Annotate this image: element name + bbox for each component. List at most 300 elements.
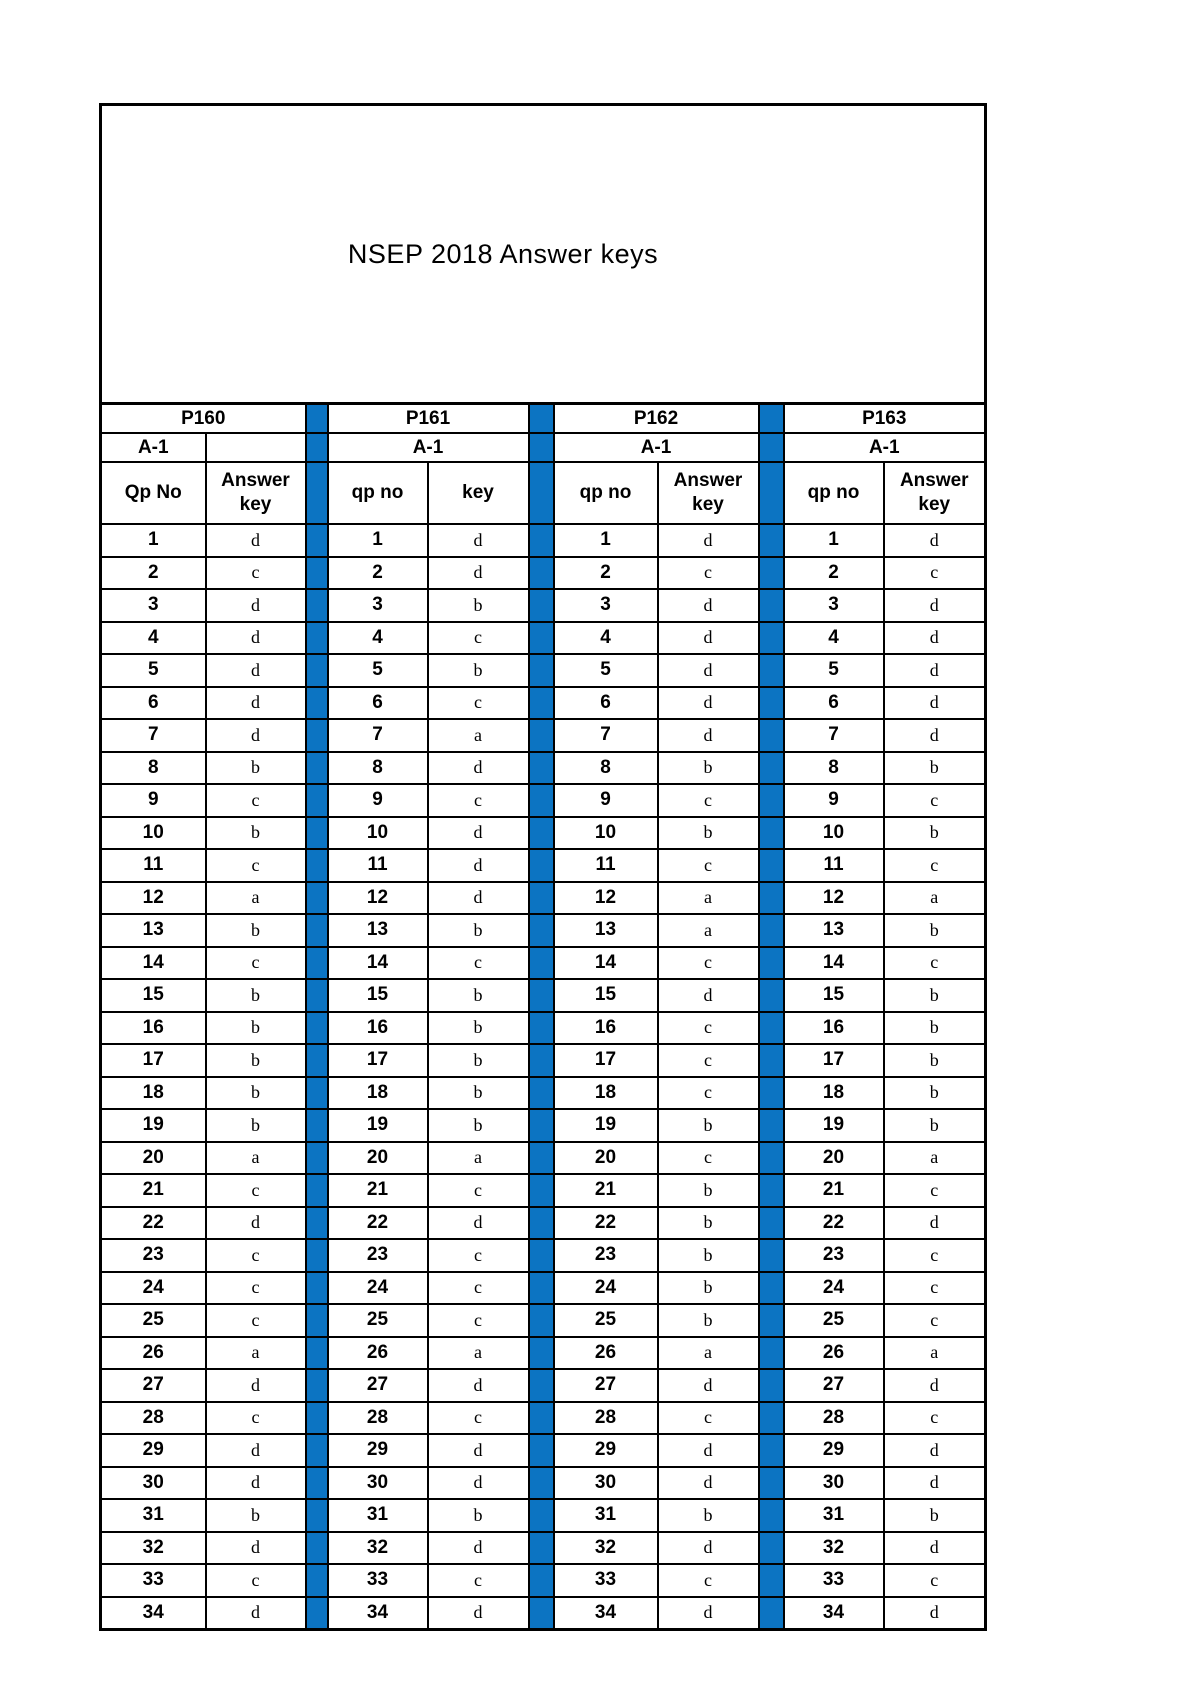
- qp-number-p162: 16: [554, 1012, 658, 1045]
- divider-cell: [759, 752, 784, 785]
- answer-key-p160: c: [206, 1239, 306, 1272]
- answer-key-p163: c: [884, 1304, 986, 1337]
- divider-cell: [759, 979, 784, 1012]
- divider-cell: [306, 752, 328, 785]
- answer-key-p161: c: [428, 784, 529, 817]
- qp-number-p163: 21: [784, 1174, 884, 1207]
- divider-cell: [759, 849, 784, 882]
- qp-number-p160: 29: [101, 1434, 206, 1467]
- answer-key-p163: c: [884, 557, 986, 590]
- bank-header-p163: P163: [784, 404, 986, 434]
- qp-number-p162: 31: [554, 1499, 658, 1532]
- answer-row: [101, 849, 986, 882]
- answer-key-p161: d: [428, 1369, 529, 1402]
- divider-cell: [529, 1337, 554, 1370]
- qp-number-p160: 32: [101, 1532, 206, 1565]
- answer-key-p163: b: [884, 914, 986, 947]
- answer-key-p163: c: [884, 1174, 986, 1207]
- answer-table-body: [101, 524, 986, 1630]
- qp-number-p162: 27: [554, 1369, 658, 1402]
- divider-cell: [759, 1564, 784, 1597]
- qp-number-p160: 6: [101, 687, 206, 720]
- answer-row: [101, 817, 986, 850]
- answer-row: [101, 589, 986, 622]
- answer-key-p160: b: [206, 979, 306, 1012]
- answer-row: [101, 719, 986, 752]
- bank-header-row: [101, 404, 986, 434]
- divider-cell: [759, 1272, 784, 1305]
- answer-key-p162: d: [658, 654, 759, 687]
- answer-row: [101, 687, 986, 720]
- qp-number-p162: 7: [554, 719, 658, 752]
- divider-cell: [306, 1109, 328, 1142]
- divider-cell: [306, 817, 328, 850]
- answer-row: [101, 947, 986, 980]
- answer-key-p162: b: [658, 1109, 759, 1142]
- qp-number-p162: 11: [554, 849, 658, 882]
- divider-cell: [759, 557, 784, 590]
- answer-key-p163: b: [884, 1077, 986, 1110]
- qp-number-p161: 28: [328, 1402, 428, 1435]
- divider-cell: [529, 1564, 554, 1597]
- col-header-key-p161: key: [428, 462, 529, 524]
- qp-number-p162: 4: [554, 622, 658, 655]
- answer-key-p160: b: [206, 1499, 306, 1532]
- qp-number-p162: 33: [554, 1564, 658, 1597]
- answer-key-p162: c: [658, 849, 759, 882]
- answer-key-p161: a: [428, 1142, 529, 1175]
- qp-number-p163: 6: [784, 687, 884, 720]
- divider-cell: [529, 882, 554, 915]
- qp-number-p162: 24: [554, 1272, 658, 1305]
- divider-cell: [306, 1564, 328, 1597]
- divider-cell: [759, 687, 784, 720]
- answer-row: [101, 1239, 986, 1272]
- divider-cell: [529, 524, 554, 557]
- divider-cell: [759, 1109, 784, 1142]
- set-label-p161: A-1: [328, 433, 529, 462]
- qp-number-p163: 3: [784, 589, 884, 622]
- answer-key-p160: c: [206, 1402, 306, 1435]
- qp-number-p161: 30: [328, 1467, 428, 1500]
- qp-number-p160: 27: [101, 1369, 206, 1402]
- divider-cell: [529, 1207, 554, 1240]
- divider-cell: [306, 849, 328, 882]
- divider-cell: [759, 622, 784, 655]
- answer-key-p160: c: [206, 849, 306, 882]
- answer-key-p163: b: [884, 1044, 986, 1077]
- qp-number-p161: 7: [328, 719, 428, 752]
- answer-key-p160: d: [206, 589, 306, 622]
- divider-cell: [306, 1142, 328, 1175]
- answer-key-p163: d: [884, 622, 986, 655]
- answer-key-p160: a: [206, 882, 306, 915]
- answer-key-p163: c: [884, 1402, 986, 1435]
- answer-key-p161: b: [428, 914, 529, 947]
- qp-number-p163: 12: [784, 882, 884, 915]
- qp-number-p160: 4: [101, 622, 206, 655]
- qp-number-p163: 4: [784, 622, 884, 655]
- answer-key-p163: d: [884, 687, 986, 720]
- bank-header-p162: P162: [554, 404, 759, 434]
- divider-cell: [529, 1109, 554, 1142]
- divider-cell: [306, 462, 328, 524]
- document-title: [101, 105, 986, 404]
- qp-number-p162: 34: [554, 1597, 658, 1630]
- answer-key-p162: d: [658, 1597, 759, 1630]
- divider-cell: [759, 1304, 784, 1337]
- qp-number-p163: 13: [784, 914, 884, 947]
- qp-number-p160: 16: [101, 1012, 206, 1045]
- set-label-p163: A-1: [784, 433, 986, 462]
- answer-key-p162: b: [658, 1272, 759, 1305]
- answer-key-p162: c: [658, 1142, 759, 1175]
- qp-number-p162: 13: [554, 914, 658, 947]
- answer-key-p163: b: [884, 817, 986, 850]
- qp-number-p160: 30: [101, 1467, 206, 1500]
- qp-number-p161: 15: [328, 979, 428, 1012]
- qp-number-p163: 14: [784, 947, 884, 980]
- answer-key-p163: d: [884, 654, 986, 687]
- divider-cell: [529, 947, 554, 980]
- divider-cell: [306, 1239, 328, 1272]
- answer-key-p163: c: [884, 947, 986, 980]
- qp-number-p162: 8: [554, 752, 658, 785]
- qp-number-p160: 8: [101, 752, 206, 785]
- answer-key-p160: d: [206, 1597, 306, 1630]
- qp-number-p161: 12: [328, 882, 428, 915]
- qp-number-p161: 13: [328, 914, 428, 947]
- answer-key-p162: c: [658, 1077, 759, 1110]
- qp-number-p160: 15: [101, 979, 206, 1012]
- answer-key-p161: d: [428, 752, 529, 785]
- divider-cell: [306, 1012, 328, 1045]
- divider-cell: [306, 1304, 328, 1337]
- divider-cell: [306, 1337, 328, 1370]
- qp-number-p160: 1: [101, 524, 206, 557]
- set-row: [101, 433, 986, 462]
- divider-cell: [529, 1467, 554, 1500]
- qp-number-p163: 20: [784, 1142, 884, 1175]
- qp-number-p160: 20: [101, 1142, 206, 1175]
- divider-cell: [306, 979, 328, 1012]
- qp-number-p161: 3: [328, 589, 428, 622]
- answer-row: [101, 1272, 986, 1305]
- qp-number-p161: 25: [328, 1304, 428, 1337]
- divider-cell: [306, 1532, 328, 1565]
- answer-key-p161: b: [428, 1499, 529, 1532]
- divider-cell: [529, 1369, 554, 1402]
- divider-cell: [306, 433, 328, 462]
- answer-key-p161: b: [428, 654, 529, 687]
- divider-cell: [306, 947, 328, 980]
- divider-cell: [759, 462, 784, 524]
- answer-key-p162: c: [658, 1402, 759, 1435]
- divider-cell: [759, 433, 784, 462]
- qp-number-p163: 29: [784, 1434, 884, 1467]
- divider-cell: [529, 1142, 554, 1175]
- divider-cell: [759, 1337, 784, 1370]
- qp-number-p162: 14: [554, 947, 658, 980]
- qp-number-p160: 33: [101, 1564, 206, 1597]
- qp-number-p163: 1: [784, 524, 884, 557]
- answer-key-p162: b: [658, 817, 759, 850]
- divider-cell: [759, 1369, 784, 1402]
- qp-number-p163: 26: [784, 1337, 884, 1370]
- qp-number-p161: 11: [328, 849, 428, 882]
- answer-key-table: [99, 103, 987, 1631]
- answer-row: [101, 1434, 986, 1467]
- divider-cell: [759, 882, 784, 915]
- answer-key-p163: a: [884, 1337, 986, 1370]
- answer-row: [101, 1499, 986, 1532]
- divider-cell: [759, 1597, 784, 1630]
- qp-number-p160: 34: [101, 1597, 206, 1630]
- qp-number-p160: 9: [101, 784, 206, 817]
- divider-cell: [529, 1597, 554, 1630]
- qp-number-p162: 15: [554, 979, 658, 1012]
- qp-number-p161: 9: [328, 784, 428, 817]
- divider-cell: [759, 784, 784, 817]
- answer-row: [101, 524, 986, 557]
- answer-key-p163: d: [884, 1597, 986, 1630]
- qp-number-p161: 16: [328, 1012, 428, 1045]
- divider-cell: [529, 719, 554, 752]
- answer-key-p160: c: [206, 1304, 306, 1337]
- qp-number-p163: 9: [784, 784, 884, 817]
- qp-number-p160: 11: [101, 849, 206, 882]
- divider-cell: [529, 1012, 554, 1045]
- qp-number-p161: 4: [328, 622, 428, 655]
- divider-cell: [306, 1174, 328, 1207]
- qp-number-p160: 14: [101, 947, 206, 980]
- qp-number-p163: 34: [784, 1597, 884, 1630]
- answer-key-p163: d: [884, 719, 986, 752]
- answer-key-p160: d: [206, 654, 306, 687]
- answer-key-p161: b: [428, 1109, 529, 1142]
- divider-cell: [759, 1142, 784, 1175]
- answer-row: [101, 1304, 986, 1337]
- answer-key-p163: c: [884, 849, 986, 882]
- divider-cell: [306, 654, 328, 687]
- divider-cell: [529, 1077, 554, 1110]
- qp-number-p161: 21: [328, 1174, 428, 1207]
- divider-cell: [306, 1077, 328, 1110]
- divider-cell: [306, 589, 328, 622]
- qp-number-p162: 18: [554, 1077, 658, 1110]
- qp-number-p162: 25: [554, 1304, 658, 1337]
- qp-number-p161: 27: [328, 1369, 428, 1402]
- answer-key-p160: a: [206, 1142, 306, 1175]
- answer-key-p162: b: [658, 752, 759, 785]
- divider-cell: [529, 817, 554, 850]
- col-header-key-p163: Answer key: [884, 462, 986, 524]
- col-header-key-p162: Answer key: [658, 462, 759, 524]
- divider-cell: [759, 1044, 784, 1077]
- answer-key-p161: c: [428, 1174, 529, 1207]
- col-header-qpno-p160: Qp No: [101, 462, 206, 524]
- answer-key-p160: b: [206, 1012, 306, 1045]
- qp-number-p162: 6: [554, 687, 658, 720]
- answer-key-p162: d: [658, 1532, 759, 1565]
- answer-key-p163: d: [884, 1369, 986, 1402]
- answer-key-p162: c: [658, 1564, 759, 1597]
- answer-row: [101, 1337, 986, 1370]
- qp-number-p160: 26: [101, 1337, 206, 1370]
- answer-key-p162: d: [658, 1369, 759, 1402]
- answer-row: [101, 654, 986, 687]
- answer-key-p161: b: [428, 589, 529, 622]
- answer-key-p162: d: [658, 1434, 759, 1467]
- answer-key-p160: b: [206, 1077, 306, 1110]
- qp-number-p160: 22: [101, 1207, 206, 1240]
- answer-key-p163: d: [884, 1207, 986, 1240]
- divider-cell: [529, 1174, 554, 1207]
- qp-number-p163: 10: [784, 817, 884, 850]
- answer-row: [101, 1402, 986, 1435]
- answer-key-p161: d: [428, 1467, 529, 1500]
- divider-cell: [759, 1434, 784, 1467]
- qp-number-p161: 31: [328, 1499, 428, 1532]
- qp-number-p163: 7: [784, 719, 884, 752]
- divider-cell: [529, 1532, 554, 1565]
- answer-key-p161: a: [428, 1337, 529, 1370]
- qp-number-p161: 14: [328, 947, 428, 980]
- answer-key-p162: c: [658, 784, 759, 817]
- divider-cell: [759, 1239, 784, 1272]
- answer-row: [101, 1077, 986, 1110]
- answer-key-p162: d: [658, 687, 759, 720]
- qp-number-p163: 31: [784, 1499, 884, 1532]
- qp-number-p160: 31: [101, 1499, 206, 1532]
- divider-cell: [306, 687, 328, 720]
- qp-number-p162: 9: [554, 784, 658, 817]
- answer-key-p163: a: [884, 1142, 986, 1175]
- answer-key-p160: b: [206, 752, 306, 785]
- answer-key-p163: b: [884, 979, 986, 1012]
- divider-cell: [529, 1499, 554, 1532]
- qp-number-p162: 10: [554, 817, 658, 850]
- qp-number-p161: 8: [328, 752, 428, 785]
- qp-number-p163: 22: [784, 1207, 884, 1240]
- answer-key-p161: d: [428, 882, 529, 915]
- divider-cell: [529, 914, 554, 947]
- answer-key-p161: c: [428, 687, 529, 720]
- answer-key-p163: b: [884, 1012, 986, 1045]
- divider-cell: [759, 589, 784, 622]
- answer-key-p160: d: [206, 687, 306, 720]
- divider-cell: [529, 752, 554, 785]
- qp-number-p161: 24: [328, 1272, 428, 1305]
- qp-number-p162: 1: [554, 524, 658, 557]
- column-header-row: [101, 462, 986, 524]
- answer-key-p161: c: [428, 622, 529, 655]
- qp-number-p161: 6: [328, 687, 428, 720]
- divider-cell: [306, 914, 328, 947]
- qp-number-p162: 17: [554, 1044, 658, 1077]
- answer-key-p160: a: [206, 1337, 306, 1370]
- answer-row: [101, 1369, 986, 1402]
- qp-number-p160: 13: [101, 914, 206, 947]
- qp-number-p160: 19: [101, 1109, 206, 1142]
- divider-cell: [759, 817, 784, 850]
- qp-number-p160: 17: [101, 1044, 206, 1077]
- answer-key-p162: d: [658, 1467, 759, 1500]
- answer-key-p163: b: [884, 752, 986, 785]
- divider-cell: [529, 1044, 554, 1077]
- answer-row: [101, 1467, 986, 1500]
- set-label-p162: A-1: [554, 433, 759, 462]
- qp-number-p163: 27: [784, 1369, 884, 1402]
- answer-row: [101, 1142, 986, 1175]
- answer-key-p161: b: [428, 1044, 529, 1077]
- divider-cell: [529, 654, 554, 687]
- divider-cell: [306, 1044, 328, 1077]
- qp-number-p163: 8: [784, 752, 884, 785]
- qp-number-p161: 23: [328, 1239, 428, 1272]
- answer-key-p160: c: [206, 1564, 306, 1597]
- answer-key-p160: b: [206, 914, 306, 947]
- answer-key-p161: d: [428, 524, 529, 557]
- answer-key-p162: a: [658, 1337, 759, 1370]
- qp-number-p161: 2: [328, 557, 428, 590]
- qp-number-p162: 32: [554, 1532, 658, 1565]
- qp-number-p160: 7: [101, 719, 206, 752]
- qp-number-p161: 29: [328, 1434, 428, 1467]
- answer-key-p160: c: [206, 557, 306, 590]
- col-header-qpno-p163: qp no: [784, 462, 884, 524]
- divider-cell: [759, 914, 784, 947]
- qp-number-p161: 1: [328, 524, 428, 557]
- answer-key-p161: d: [428, 849, 529, 882]
- answer-key-p161: d: [428, 1207, 529, 1240]
- qp-number-p162: 2: [554, 557, 658, 590]
- answer-row: [101, 1044, 986, 1077]
- answer-row: [101, 784, 986, 817]
- answer-key-p162: a: [658, 914, 759, 947]
- divider-cell: [529, 462, 554, 524]
- answer-key-p162: c: [658, 1044, 759, 1077]
- qp-number-p162: 20: [554, 1142, 658, 1175]
- divider-cell: [306, 1207, 328, 1240]
- qp-number-p161: 19: [328, 1109, 428, 1142]
- answer-key-p163: d: [884, 524, 986, 557]
- divider-cell: [759, 1499, 784, 1532]
- divider-cell: [759, 947, 784, 980]
- divider-cell: [306, 1434, 328, 1467]
- answer-key-p160: d: [206, 622, 306, 655]
- divider-cell: [306, 1499, 328, 1532]
- answer-key-p161: c: [428, 1239, 529, 1272]
- qp-number-p163: 25: [784, 1304, 884, 1337]
- answer-row: [101, 1597, 986, 1630]
- qp-number-p162: 19: [554, 1109, 658, 1142]
- answer-key-p162: b: [658, 1207, 759, 1240]
- divider-cell: [306, 1597, 328, 1630]
- answer-row: [101, 1174, 986, 1207]
- qp-number-p163: 19: [784, 1109, 884, 1142]
- answer-key-p161: c: [428, 1272, 529, 1305]
- qp-number-p160: 21: [101, 1174, 206, 1207]
- answer-key-p160: c: [206, 947, 306, 980]
- answer-key-p161: c: [428, 1402, 529, 1435]
- qp-number-p161: 17: [328, 1044, 428, 1077]
- divider-cell: [529, 433, 554, 462]
- answer-key-p162: d: [658, 622, 759, 655]
- qp-number-p162: 23: [554, 1239, 658, 1272]
- divider-cell: [529, 1434, 554, 1467]
- qp-number-p160: 3: [101, 589, 206, 622]
